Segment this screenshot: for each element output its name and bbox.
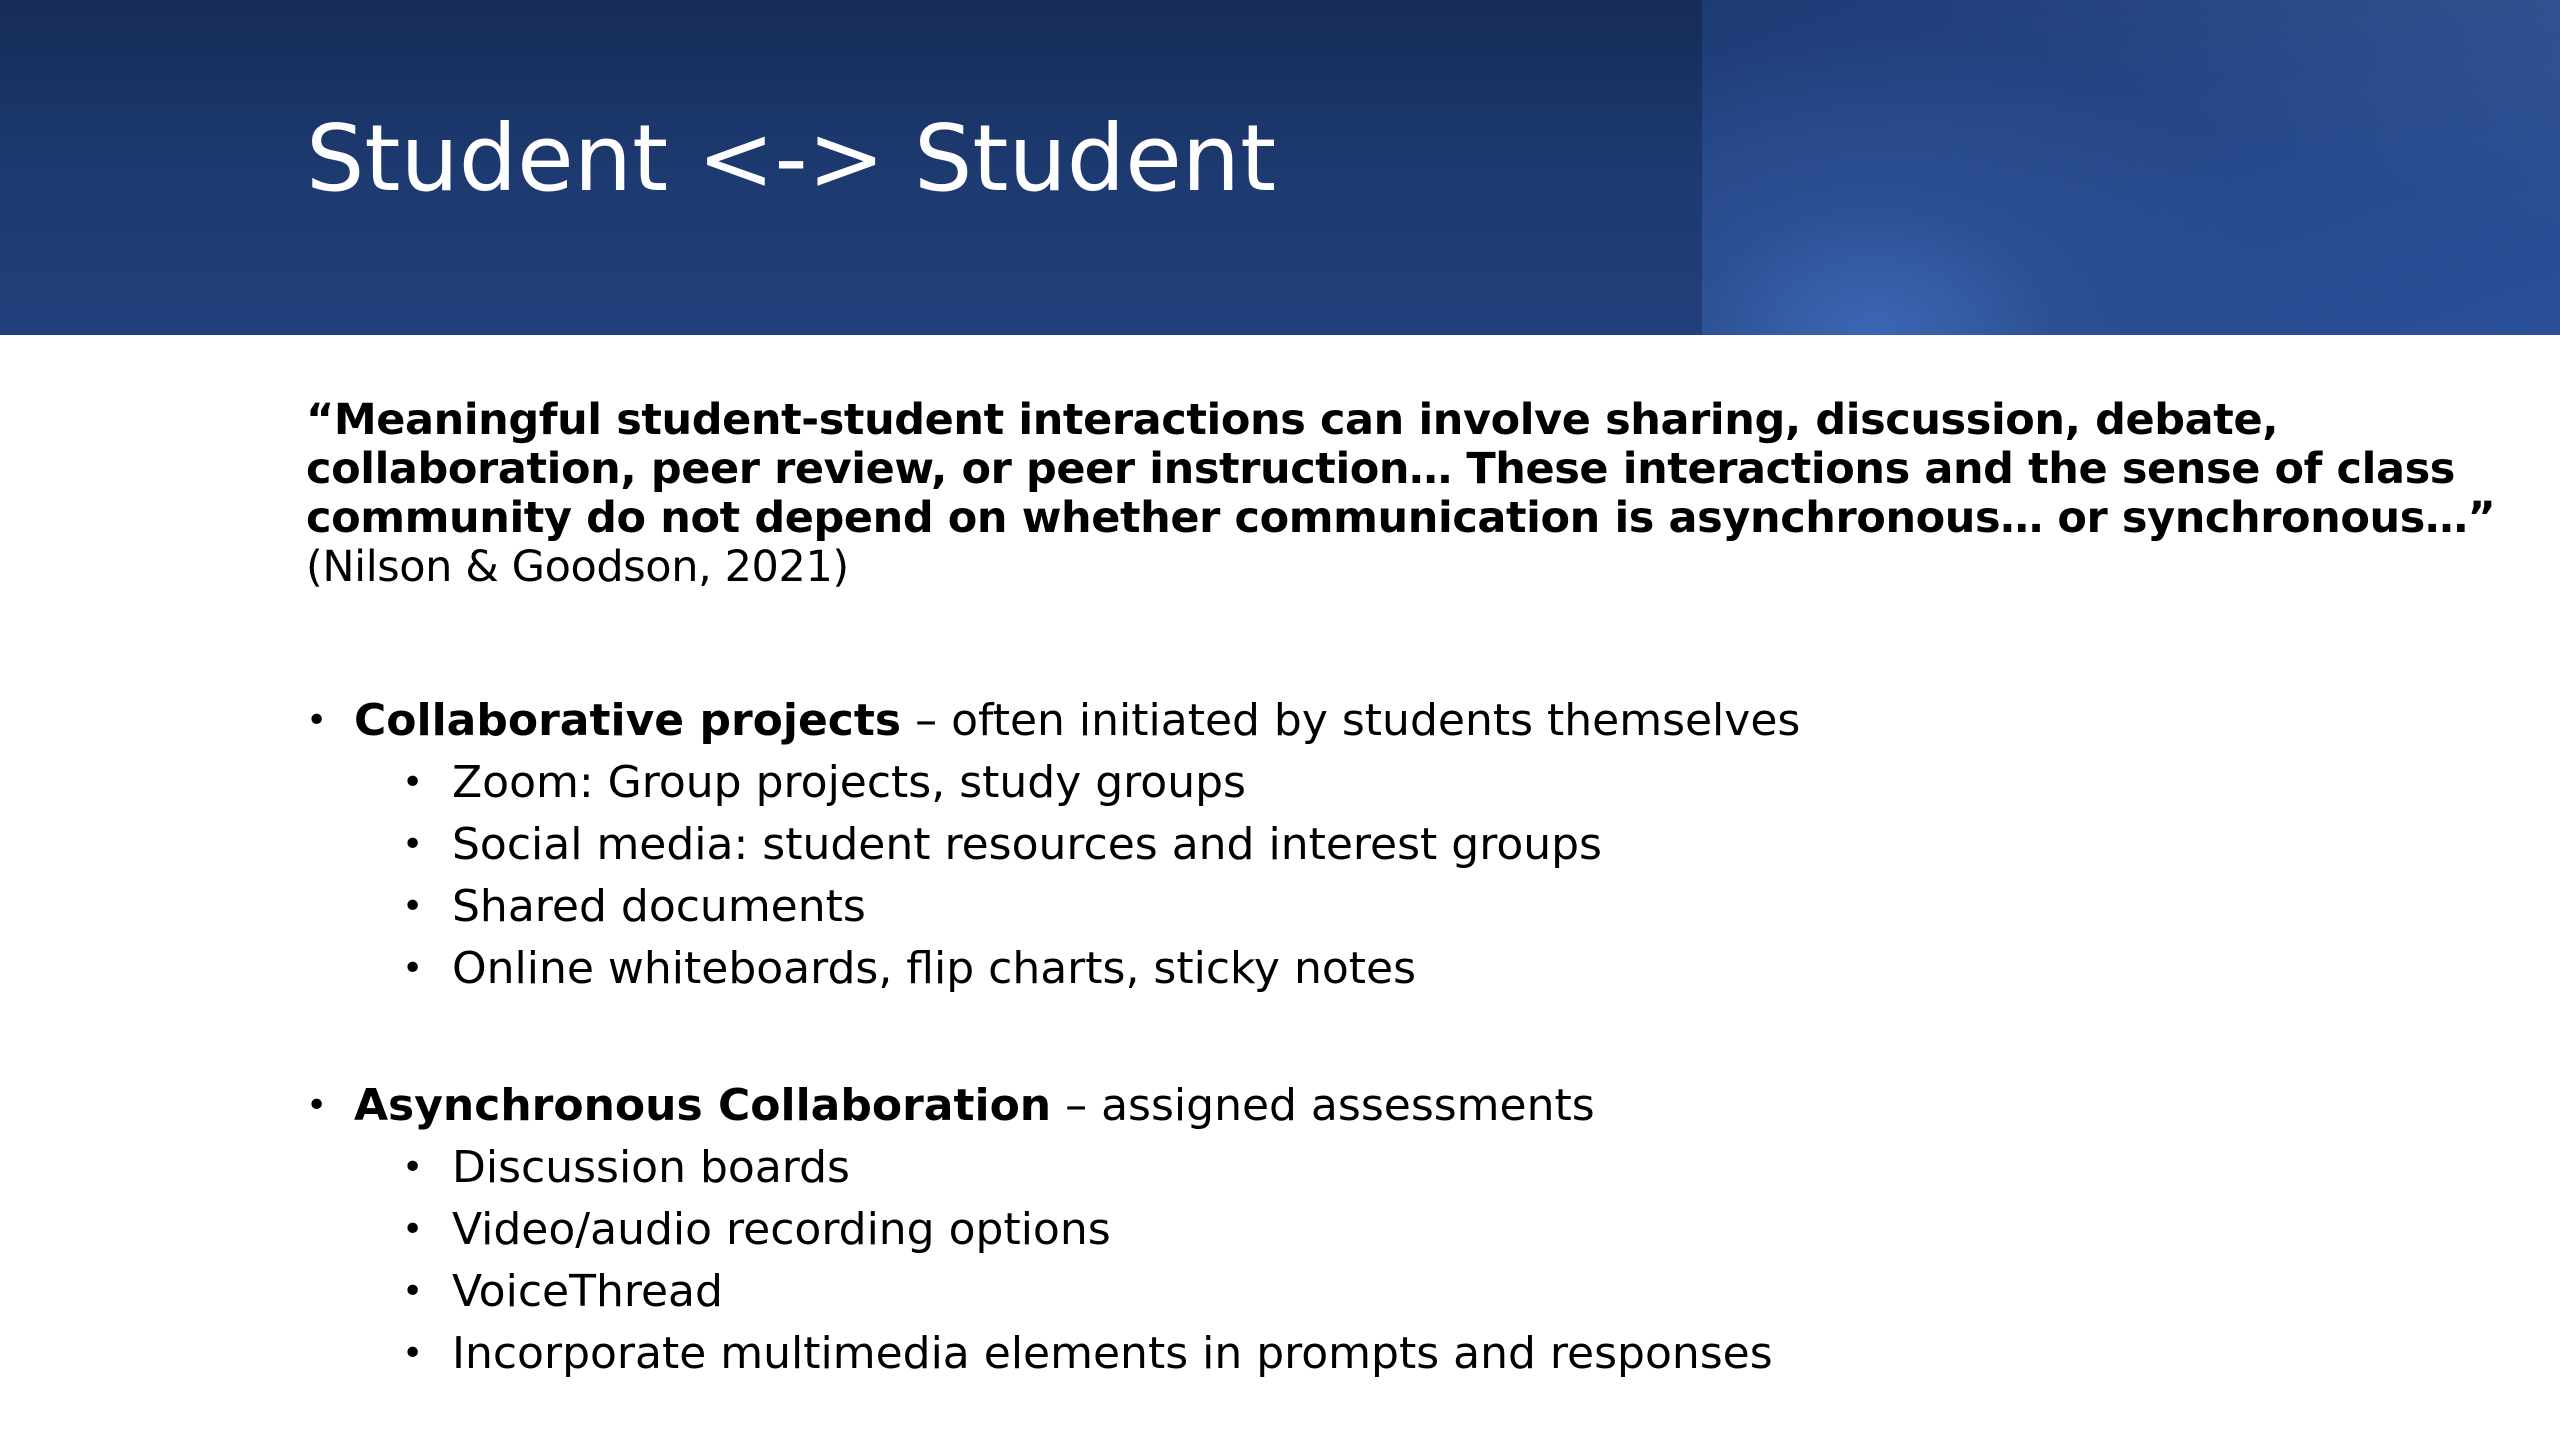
bullet-icon: •	[402, 948, 424, 989]
section-heading: Asynchronous Collaboration	[354, 1080, 1052, 1131]
list-item	[306, 1199, 2206, 1261]
list-item	[306, 690, 2206, 752]
banner-shine	[1702, 0, 2560, 335]
bullet-icon: •	[402, 1333, 424, 1374]
quote-line: collaboration, peer review, or peer instruction… These interactions and the sense of class	[306, 444, 2455, 494]
quote-block	[306, 395, 2496, 592]
sub-item-label: Social media: student resources and interest groups	[452, 819, 1602, 870]
sub-item-label: VoiceThread	[452, 1266, 723, 1317]
sub-item-label: Shared documents	[452, 881, 866, 932]
section-description: – assigned assessments	[1051, 1080, 1595, 1131]
quote-line: “Meaningful student-student interactions can involve sharing, discussion, debate,	[306, 395, 2279, 445]
list-item	[306, 1137, 2206, 1199]
section-heading: Collaborative projects	[354, 695, 902, 746]
sub-item-label: Online whiteboards, flip charts, sticky notes	[452, 943, 1417, 994]
sub-item-label: Incorporate multimedia elements in prompts and responses	[452, 1328, 1773, 1379]
list-item	[306, 752, 2206, 814]
sub-item-label: Video/audio recording options	[452, 1204, 1111, 1255]
sub-item-label: Discussion boards	[452, 1142, 850, 1193]
bullet-icon: •	[402, 762, 424, 803]
list-item	[306, 1323, 2206, 1385]
list-item	[306, 876, 2206, 938]
bullet-list-collaborative-projects	[306, 690, 2206, 1000]
bullet-icon: •	[402, 1271, 424, 1312]
list-item	[306, 814, 2206, 876]
bullet-icon: •	[402, 1209, 424, 1250]
bullet-icon: •	[402, 1147, 424, 1188]
bullet-list-asynchronous-collaboration	[306, 1075, 2206, 1385]
sub-item-label: Zoom: Group projects, study groups	[452, 757, 1246, 808]
title-banner	[0, 0, 2560, 335]
quote-line: community do not depend on whether communication is asynchronous… or synchronous…”	[306, 493, 2496, 543]
list-item	[306, 1075, 2206, 1137]
bullet-icon: •	[402, 824, 424, 865]
list-item	[306, 938, 2206, 1000]
quote-citation: (Nilson & Goodson, 2021)	[306, 542, 849, 592]
bullet-icon: •	[306, 1085, 328, 1126]
slide-title: Student <-> Student	[306, 105, 1277, 212]
bullet-icon: •	[306, 700, 328, 741]
list-item	[306, 1261, 2206, 1323]
bullet-icon: •	[402, 886, 424, 927]
section-description: – often initiated by students themselves	[901, 695, 1801, 746]
